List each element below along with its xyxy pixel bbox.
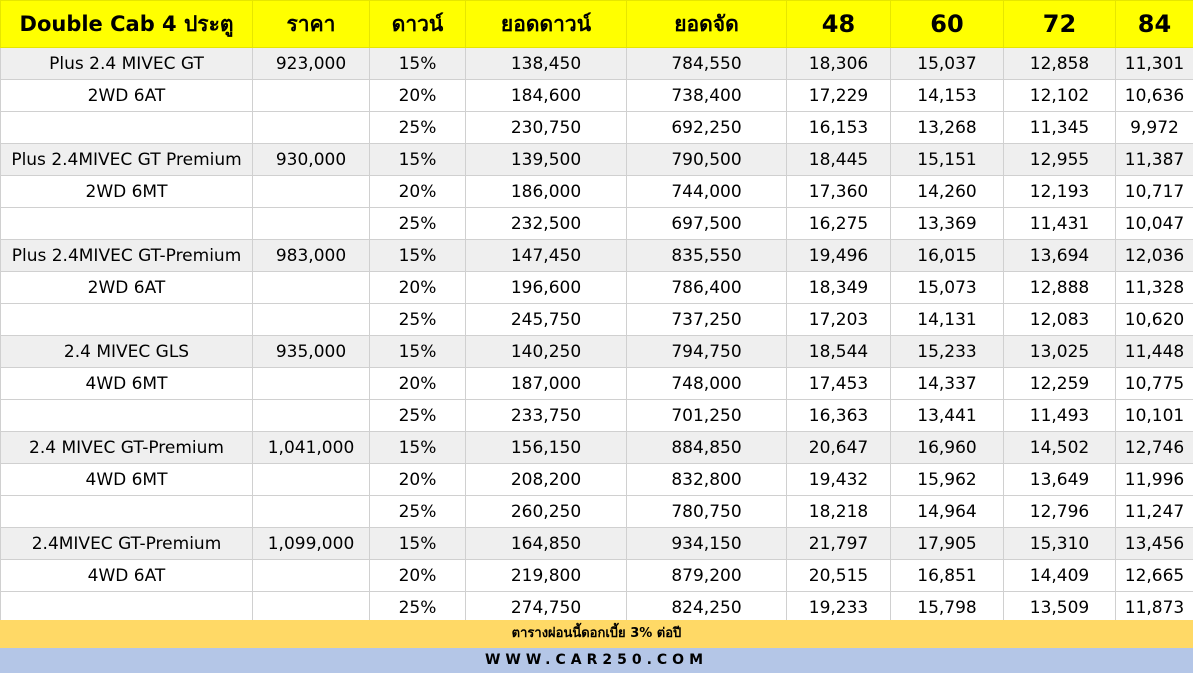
cell-term-48: 18,306 xyxy=(787,48,891,80)
table-row xyxy=(1,592,1193,624)
cell-term-84: 10,775 xyxy=(1116,368,1193,400)
table-row xyxy=(1,528,1193,560)
cell-finance-amount: 701,250 xyxy=(627,400,787,432)
cell-term-48: 16,363 xyxy=(787,400,891,432)
cell-finance-amount: 835,550 xyxy=(627,240,787,272)
table-row xyxy=(1,144,1193,176)
cell-term-84: 11,247 xyxy=(1116,496,1193,528)
cell-term-60: 13,369 xyxy=(891,208,1004,240)
cell-term-60: 16,015 xyxy=(891,240,1004,272)
cell-down-percent: 25% xyxy=(370,592,466,624)
cell-price xyxy=(253,80,370,112)
cell-term-48: 19,233 xyxy=(787,592,891,624)
cell-down-percent: 20% xyxy=(370,560,466,592)
cell-price: 935,000 xyxy=(253,336,370,368)
cell-down-percent: 25% xyxy=(370,208,466,240)
cell-term-84: 12,746 xyxy=(1116,432,1193,464)
cell-down-amount: 232,500 xyxy=(466,208,627,240)
header-model: Double Cab 4 ประตู xyxy=(1,1,253,48)
cell-finance-amount: 790,500 xyxy=(627,144,787,176)
cell-term-72: 12,796 xyxy=(1004,496,1116,528)
cell-term-48: 16,275 xyxy=(787,208,891,240)
cell-term-72: 13,509 xyxy=(1004,592,1116,624)
table-row xyxy=(1,464,1193,496)
cell-finance-amount: 794,750 xyxy=(627,336,787,368)
cell-down-amount: 139,500 xyxy=(466,144,627,176)
table-row xyxy=(1,496,1193,528)
cell-term-84: 10,636 xyxy=(1116,80,1193,112)
cell-price: 930,000 xyxy=(253,144,370,176)
cell-model: Plus 2.4MIVEC GT-Premium xyxy=(1,240,253,272)
cell-finance-amount: 832,800 xyxy=(627,464,787,496)
cell-finance-amount: 780,750 xyxy=(627,496,787,528)
cell-term-48: 17,360 xyxy=(787,176,891,208)
cell-down-percent: 15% xyxy=(370,240,466,272)
table-row xyxy=(1,112,1193,144)
cell-price xyxy=(253,592,370,624)
cell-term-72: 13,694 xyxy=(1004,240,1116,272)
cell-term-48: 17,203 xyxy=(787,304,891,336)
cell-term-48: 21,797 xyxy=(787,528,891,560)
cell-down-percent: 20% xyxy=(370,80,466,112)
cell-term-72: 12,955 xyxy=(1004,144,1116,176)
cell-term-48: 18,544 xyxy=(787,336,891,368)
cell-term-72: 11,493 xyxy=(1004,400,1116,432)
cell-model xyxy=(1,496,253,528)
cell-term-60: 16,960 xyxy=(891,432,1004,464)
cell-model xyxy=(1,112,253,144)
cell-price xyxy=(253,176,370,208)
header-price: ราคา xyxy=(253,1,370,48)
table-body xyxy=(1,48,1193,624)
cell-down-amount: 208,200 xyxy=(466,464,627,496)
cell-price: 1,099,000 xyxy=(253,528,370,560)
cell-model: 4WD 6MT xyxy=(1,368,253,400)
cell-term-84: 9,972 xyxy=(1116,112,1193,144)
cell-term-60: 15,073 xyxy=(891,272,1004,304)
cell-term-84: 10,047 xyxy=(1116,208,1193,240)
cell-down-percent: 15% xyxy=(370,528,466,560)
cell-term-84: 13,456 xyxy=(1116,528,1193,560)
table-row xyxy=(1,304,1193,336)
table-row xyxy=(1,560,1193,592)
cell-down-percent: 20% xyxy=(370,368,466,400)
cell-price: 923,000 xyxy=(253,48,370,80)
cell-down-amount: 187,000 xyxy=(466,368,627,400)
table-header xyxy=(1,1,1193,48)
cell-term-72: 12,083 xyxy=(1004,304,1116,336)
header-term-48: 48 xyxy=(787,1,891,48)
cell-down-percent: 15% xyxy=(370,432,466,464)
cell-term-72: 13,649 xyxy=(1004,464,1116,496)
table-row xyxy=(1,272,1193,304)
table-row xyxy=(1,400,1193,432)
cell-term-84: 12,665 xyxy=(1116,560,1193,592)
table-row xyxy=(1,368,1193,400)
cell-term-60: 14,260 xyxy=(891,176,1004,208)
cell-down-amount: 140,250 xyxy=(466,336,627,368)
cell-term-84: 11,301 xyxy=(1116,48,1193,80)
cell-term-84: 11,448 xyxy=(1116,336,1193,368)
cell-down-amount: 274,750 xyxy=(466,592,627,624)
cell-down-amount: 260,250 xyxy=(466,496,627,528)
cell-term-60: 17,905 xyxy=(891,528,1004,560)
header-row xyxy=(1,1,1193,48)
cell-term-48: 18,445 xyxy=(787,144,891,176)
cell-down-amount: 184,600 xyxy=(466,80,627,112)
cell-down-amount: 164,850 xyxy=(466,528,627,560)
cell-price: 1,041,000 xyxy=(253,432,370,464)
cell-term-48: 16,153 xyxy=(787,112,891,144)
cell-price xyxy=(253,496,370,528)
cell-term-84: 10,101 xyxy=(1116,400,1193,432)
table-row xyxy=(1,80,1193,112)
header-term-60: 60 xyxy=(891,1,1004,48)
cell-down-amount: 233,750 xyxy=(466,400,627,432)
cell-model: Plus 2.4MIVEC GT Premium xyxy=(1,144,253,176)
cell-down-percent: 25% xyxy=(370,304,466,336)
cell-down-percent: 15% xyxy=(370,144,466,176)
cell-down-amount: 230,750 xyxy=(466,112,627,144)
cell-term-48: 17,229 xyxy=(787,80,891,112)
cell-term-72: 11,431 xyxy=(1004,208,1116,240)
cell-term-84: 11,873 xyxy=(1116,592,1193,624)
cell-term-84: 11,996 xyxy=(1116,464,1193,496)
cell-finance-amount: 784,550 xyxy=(627,48,787,80)
cell-term-60: 15,962 xyxy=(891,464,1004,496)
table-row xyxy=(1,240,1193,272)
cell-finance-amount: 697,500 xyxy=(627,208,787,240)
cell-term-60: 16,851 xyxy=(891,560,1004,592)
cell-term-60: 14,131 xyxy=(891,304,1004,336)
cell-term-60: 15,151 xyxy=(891,144,1004,176)
cell-model xyxy=(1,400,253,432)
cell-down-amount: 186,000 xyxy=(466,176,627,208)
cell-term-48: 18,349 xyxy=(787,272,891,304)
cell-term-72: 14,502 xyxy=(1004,432,1116,464)
cell-price xyxy=(253,304,370,336)
cell-model: Plus 2.4 MIVEC GT xyxy=(1,48,253,80)
cell-term-84: 10,620 xyxy=(1116,304,1193,336)
cell-price xyxy=(253,400,370,432)
cell-down-percent: 25% xyxy=(370,112,466,144)
cell-term-60: 13,268 xyxy=(891,112,1004,144)
cell-down-amount: 219,800 xyxy=(466,560,627,592)
cell-finance-amount: 738,400 xyxy=(627,80,787,112)
cell-down-percent: 20% xyxy=(370,272,466,304)
cell-price xyxy=(253,112,370,144)
cell-price xyxy=(253,560,370,592)
header-down-percent: ดาวน์ xyxy=(370,1,466,48)
cell-term-60: 14,964 xyxy=(891,496,1004,528)
cell-term-84: 10,717 xyxy=(1116,176,1193,208)
cell-down-percent: 15% xyxy=(370,336,466,368)
cell-term-60: 13,441 xyxy=(891,400,1004,432)
cell-finance-amount: 737,250 xyxy=(627,304,787,336)
cell-price xyxy=(253,208,370,240)
cell-term-48: 19,496 xyxy=(787,240,891,272)
cell-model: 4WD 6AT xyxy=(1,560,253,592)
cell-term-60: 15,233 xyxy=(891,336,1004,368)
header-term-72: 72 xyxy=(1004,1,1116,48)
cell-term-60: 15,037 xyxy=(891,48,1004,80)
interest-note: ตารางผ่อนนี้ดอกเบี้ย 3% ต่อปี xyxy=(0,620,1193,648)
cell-term-72: 13,025 xyxy=(1004,336,1116,368)
cell-model: 2WD 6MT xyxy=(1,176,253,208)
cell-down-percent: 20% xyxy=(370,176,466,208)
cell-term-72: 12,193 xyxy=(1004,176,1116,208)
cell-finance-amount: 786,400 xyxy=(627,272,787,304)
cell-down-amount: 245,750 xyxy=(466,304,627,336)
table-row xyxy=(1,432,1193,464)
cell-finance-amount: 692,250 xyxy=(627,112,787,144)
cell-down-percent: 20% xyxy=(370,464,466,496)
cell-term-48: 19,432 xyxy=(787,464,891,496)
cell-model: 2WD 6AT xyxy=(1,272,253,304)
cell-down-percent: 25% xyxy=(370,496,466,528)
cell-term-84: 11,328 xyxy=(1116,272,1193,304)
cell-term-48: 17,453 xyxy=(787,368,891,400)
cell-term-84: 12,036 xyxy=(1116,240,1193,272)
cell-model: 2WD 6AT xyxy=(1,80,253,112)
cell-finance-amount: 748,000 xyxy=(627,368,787,400)
cell-term-60: 14,337 xyxy=(891,368,1004,400)
table-row xyxy=(1,48,1193,80)
cell-term-72: 12,888 xyxy=(1004,272,1116,304)
header-term-84: 84 xyxy=(1116,1,1193,48)
cell-term-60: 14,153 xyxy=(891,80,1004,112)
cell-price xyxy=(253,272,370,304)
cell-down-percent: 25% xyxy=(370,400,466,432)
cell-down-amount: 196,600 xyxy=(466,272,627,304)
cell-model xyxy=(1,592,253,624)
cell-model: 4WD 6MT xyxy=(1,464,253,496)
cell-price: 983,000 xyxy=(253,240,370,272)
cell-term-48: 20,647 xyxy=(787,432,891,464)
cell-term-72: 15,310 xyxy=(1004,528,1116,560)
cell-finance-amount: 744,000 xyxy=(627,176,787,208)
cell-term-72: 12,259 xyxy=(1004,368,1116,400)
header-finance-amount: ยอดจัด xyxy=(627,1,787,48)
cell-model xyxy=(1,208,253,240)
website-banner: WWW.CAR250.COM xyxy=(0,648,1193,673)
cell-model xyxy=(1,304,253,336)
cell-down-amount: 147,450 xyxy=(466,240,627,272)
cell-down-amount: 138,450 xyxy=(466,48,627,80)
cell-finance-amount: 879,200 xyxy=(627,560,787,592)
cell-term-60: 15,798 xyxy=(891,592,1004,624)
cell-term-48: 20,515 xyxy=(787,560,891,592)
cell-down-amount: 156,150 xyxy=(466,432,627,464)
cell-model: 2.4 MIVEC GT-Premium xyxy=(1,432,253,464)
cell-term-84: 11,387 xyxy=(1116,144,1193,176)
cell-term-72: 12,102 xyxy=(1004,80,1116,112)
cell-model: 2.4 MIVEC GLS xyxy=(1,336,253,368)
cell-price xyxy=(253,368,370,400)
cell-finance-amount: 824,250 xyxy=(627,592,787,624)
cell-model: 2.4MIVEC GT-Premium xyxy=(1,528,253,560)
cell-term-72: 11,345 xyxy=(1004,112,1116,144)
table-row xyxy=(1,176,1193,208)
cell-finance-amount: 934,150 xyxy=(627,528,787,560)
cell-down-percent: 15% xyxy=(370,48,466,80)
table-row xyxy=(1,336,1193,368)
cell-term-72: 12,858 xyxy=(1004,48,1116,80)
cell-term-48: 18,218 xyxy=(787,496,891,528)
cell-finance-amount: 884,850 xyxy=(627,432,787,464)
cell-price xyxy=(253,464,370,496)
header-down-amount: ยอดดาวน์ xyxy=(466,1,627,48)
cell-term-72: 14,409 xyxy=(1004,560,1116,592)
table-row xyxy=(1,208,1193,240)
